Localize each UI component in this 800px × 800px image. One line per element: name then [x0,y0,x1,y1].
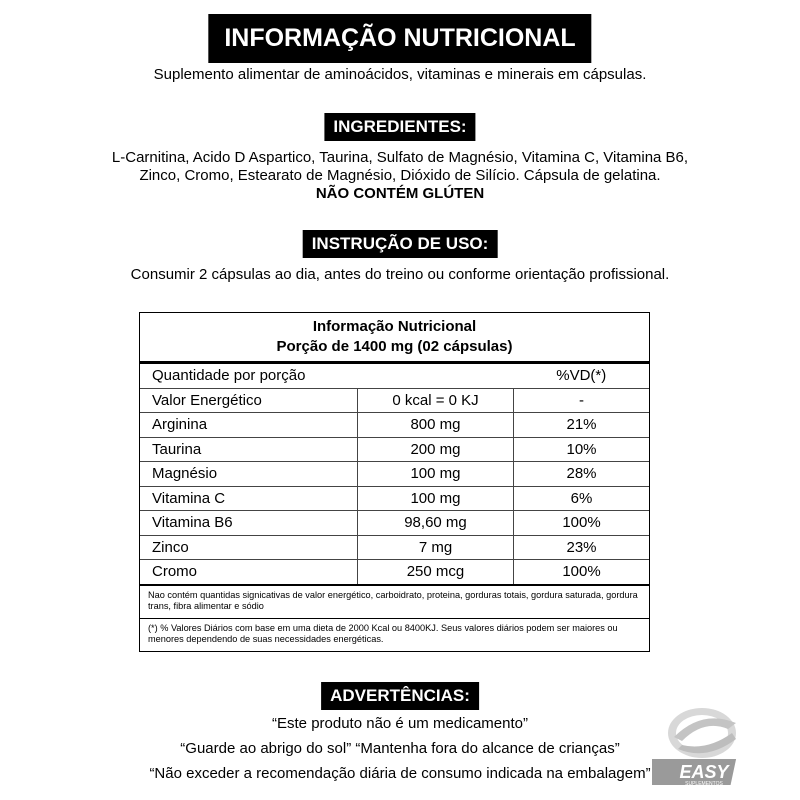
logo-text: EASY [679,762,729,782]
vd-label: %VD(*) [556,367,607,385]
logo-subtext: SUPLEMENTOS [685,781,723,787]
nutrient-name: Cromo [140,560,358,585]
table-row [140,437,649,462]
nutrient-amount: 800 mg [358,413,514,438]
nutrition-table-serving: Porção de 1400 mg (02 cápsulas) [276,338,513,355]
nutrient-vd: 28% [514,462,650,487]
nutrient-vd: - [514,388,650,413]
nutrient-name: Valor Energético [140,388,358,413]
warning-line-2: “Guarde ao abrigo do sol” “Mantenha fora do alcance de crianças” [180,740,620,757]
nutrition-rows [140,364,649,586]
table-header-row [140,364,649,388]
nutrient-vd: 6% [514,486,650,511]
ingredients-line-2: Zinco, Cromo, Estearato de Magnésio, Dióxido de Silício. Cápsula de gelatina. [139,167,661,184]
warnings-heading: ADVERTÊNCIAS: [321,682,479,710]
nutrient-vd: 100% [514,560,650,585]
instructions-text: Consumir 2 cápsulas ao dia, antes do treino ou conforme orientação profissional. [130,266,670,283]
nutrition-table-title: Informação Nutricional [312,318,477,335]
ingredients-heading: INGREDIENTES: [324,113,475,141]
nutrient-name: Taurina [140,437,358,462]
nutrition-table-header [140,313,649,364]
nutrient-name: Vitamina C [140,486,358,511]
ingredients-line-1: L-Carnitina, Acido D Aspartico, Taurina, Sulfato de Magnésio, Vitamina C, Vitamina B6, [111,149,689,166]
nutrient-amount: 0 kcal = 0 KJ [358,388,514,413]
table-row [140,388,649,413]
easy-suplementos-logo-icon [652,703,752,789]
page-title: INFORMAÇÃO NUTRICIONAL [208,14,591,63]
nutrient-amount: 250 mcg [358,560,514,585]
nutrient-amount: 7 mg [358,535,514,560]
nutrient-vd: 23% [514,535,650,560]
quantity-label: Quantidade por porção [152,367,306,385]
table-footnote-daily-values: (*) % Valores Diários com base em uma dieta de 2000 Kcal ou 8400KJ. Seus valores diários podem ser maiores ou menores dependendo de suas necessidades energéticas. [148,622,618,644]
nutrient-name: Vitamina B6 [140,511,358,536]
instructions-heading: INSTRUÇÃO DE USO: [303,230,498,258]
warning-line-1: “Este produto não é um medicamento” [272,715,528,732]
table-footnote-nutrients: Nao contém quantidas signicativas de valor energético, carboidrato, proteina, gorduras totais, gordura saturada, gordura trans, fibra alimentar e sódio [140,586,649,619]
nutrient-name: Magnésio [140,462,358,487]
table-row [140,560,649,585]
subtitle: Suplemento alimentar de aminoácidos, vitaminas e minerais em cápsulas. [153,66,647,83]
table-row [140,462,649,487]
nutrient-vd: 10% [514,437,650,462]
nutrient-amount: 100 mg [358,462,514,487]
nutrient-amount: 200 mg [358,437,514,462]
table-row [140,535,649,560]
nutrient-amount: 100 mg [358,486,514,511]
table-row [140,486,649,511]
nutrient-vd: 21% [514,413,650,438]
gluten-statement: NÃO CONTÉM GLÚTEN [315,185,485,202]
nutrient-name: Arginina [140,413,358,438]
nutrient-amount: 98,60 mg [358,511,514,536]
table-row [140,511,649,536]
table-row [140,413,649,438]
nutrient-name: Zinco [140,535,358,560]
nutrition-facts-table [139,312,650,652]
warning-line-3: “Não exceder a recomendação diária de consumo indicada na embalagem” [149,765,651,782]
nutrient-vd: 100% [514,511,650,536]
